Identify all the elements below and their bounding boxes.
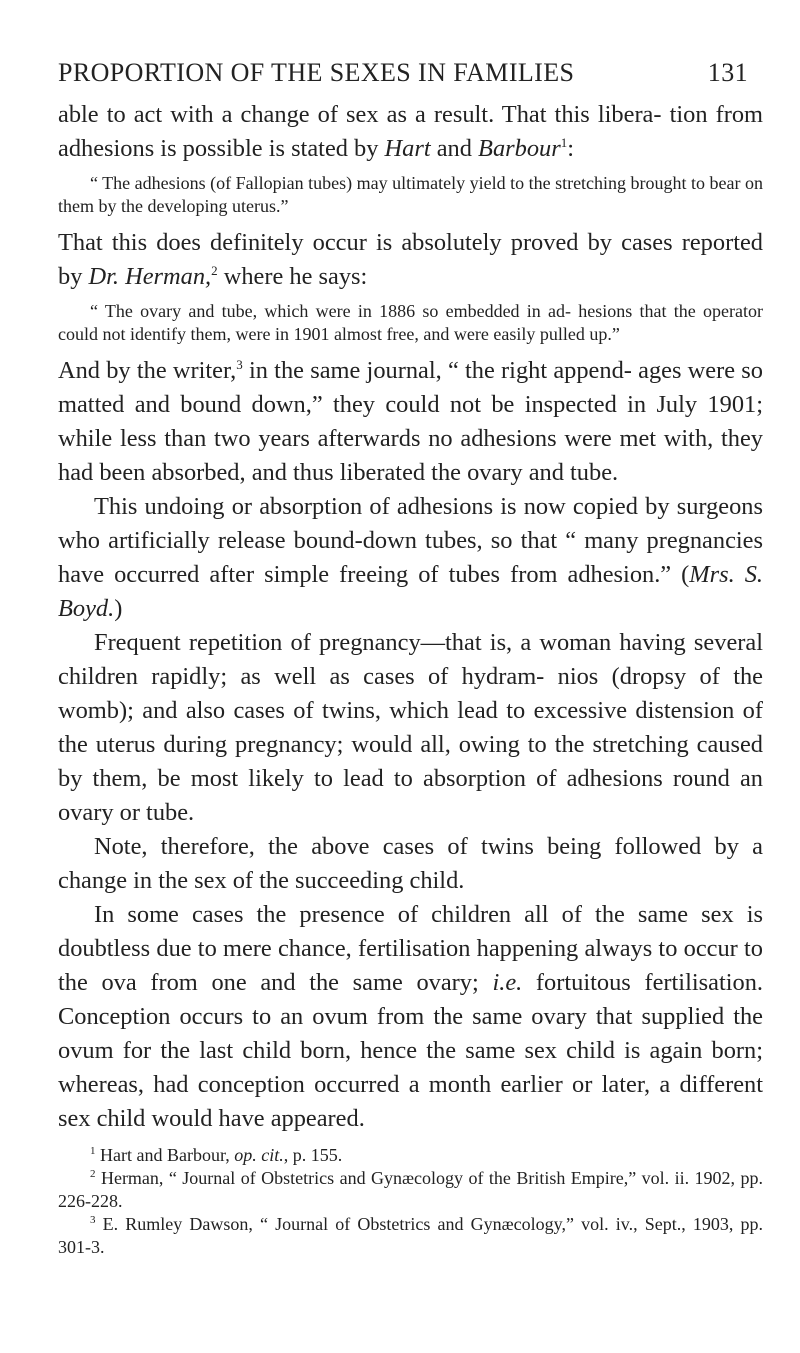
block-quote-2: “ The ovary and tube, which were in 1886 so embedded in ad- hesions that the operator could not identify them, were in 1901 almost free, and were easily pulled up.” [58,301,763,344]
paragraph-7: In some cases the presence of children all of the same sex is doubtless due to mere chance, fertilisation happening always to occur to the ova from one and the same ovary; i.e. fortuitous fertilisation. Conception occurs to an ovum from the same ovary that supplied the ovum for the last child born, hence the same sex child is again born; whereas, had conception occurred a month earlier or later, a different sex child would have appeared. [58,901,763,1132]
paragraph-3: And by the writer,$^3$ in the same journal, “ the right append- ages were so matted and bound down,” they could not be inspected in July 1901; while less than two years afterwards no adhesions were met with, they had been absorbed, and thus liberated the ovary and tube. [58,357,763,486]
footnote-1: $^1$ Hart and Barbour, op. cit., p. 155. [90,1145,343,1165]
footnote-3: $^3$ E. Rumley Dawson, “ Journal of Obstetrics and Gynæcology,” vol. iv., Sept., 1903, pp. 301-3. [58,1214,763,1257]
paragraph-4: This undoing or absorption of adhesions is now copied by surgeons who artificially release bound-down tubes, so that “ many pregnancies have occurred after simple freeing of tubes from adhesion.” (Mrs. S. Boyd.) [58,493,763,622]
paragraph-5: Frequent repetition of pregnancy—that is, a woman having several children rapidly; as well as cases of hydram- nios (dropsy of the womb); and also cases of twins, which lead to excessive distension of the uterus during pregnancy; would all, owing to the stretching caused by them, be most likely to lead to absorption of adhesions round an ovary or tube. [58,629,763,826]
running-header [58,58,748,88]
author-boyd: Mrs. S. Boyd. [58,561,763,622]
footnotes [58,1144,763,1259]
paragraph-1: able to act with a change of sex as a result. That this libera- tion from adhesions is possible is stated by Hart and Barbour$^1$: [58,101,763,162]
footnote-2: $^2$ Herman, “ Journal of Obstetrics and Gynæcology of the British Empire,” vol. ii. 1902, pp. 226-228. [58,1168,764,1211]
author-hart: Hart [384,135,431,162]
author-herman: Dr. Herman, [88,263,212,290]
author-barbour: Barbour [478,135,561,162]
running-title: PROPORTION OF THE SEXES IN FAMILIES [58,58,575,87]
paragraph-6: Note, therefore, the above cases of twins being followed by a change in the sex of the succeeding child. [58,833,763,894]
footnote-ref-2: 2 [211,263,218,278]
footnote-ref-1: 1 [560,135,568,150]
body-text [58,98,763,1259]
block-quote-1: “ The adhesions (of Fallopian tubes) may ultimately yield to the stretching brought to bear on them by the developing uterus.” [58,173,764,216]
paragraph-2: That this does definitely occur is absolutely proved by cases reported by Dr. Herman,$^2$ where he says: [58,229,763,290]
page-number: 131 [707,58,748,87]
footnote-ref-3: 3 [236,357,243,372]
ie-abbreviation: i.e. [492,969,523,996]
